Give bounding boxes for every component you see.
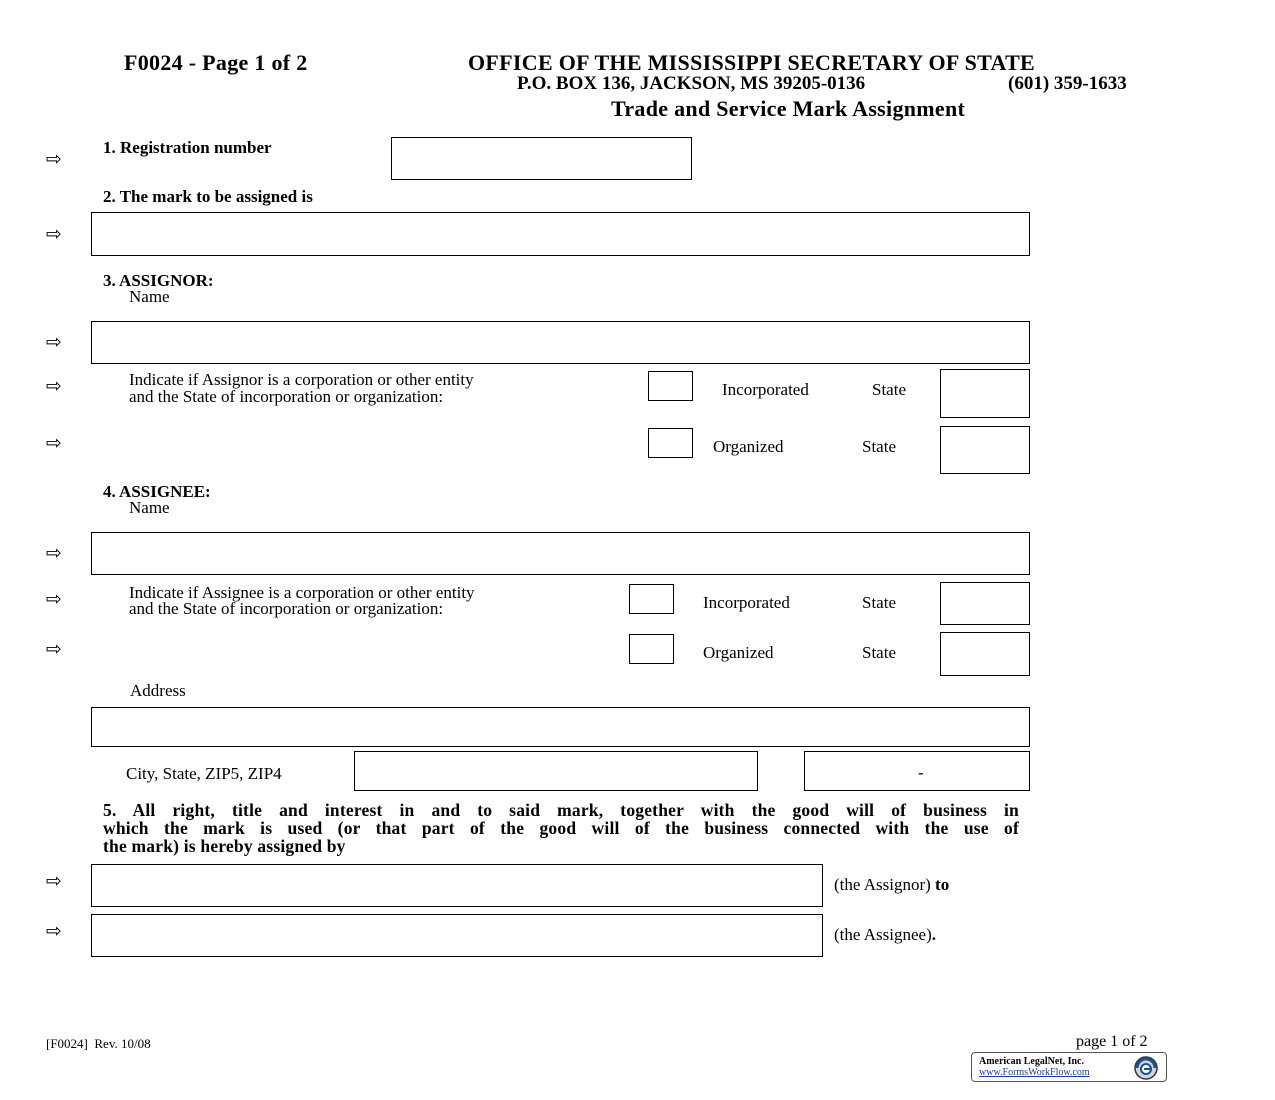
office-address: P.O. BOX 136, JACKSON, MS 39205-0136 xyxy=(517,73,866,94)
mark-label: 2. The mark to be assigned is xyxy=(103,187,313,206)
field-pointer-icon: ⇨ xyxy=(46,870,62,892)
assignor-incorporated-state-label: State xyxy=(872,380,906,399)
field-pointer-icon: ⇨ xyxy=(46,542,62,564)
assignor-incorporated-checkbox[interactable] xyxy=(648,371,693,401)
zip-separator: - xyxy=(918,763,924,782)
assignee-name-label: Name xyxy=(129,498,170,517)
footer-form-code-text: [F0024] xyxy=(46,1036,88,1051)
office-title: OFFICE OF THE MISSISSIPPI SECRETARY OF STATE xyxy=(468,50,1036,75)
assignee-city-state-input[interactable] xyxy=(354,751,758,791)
field-pointer-icon: ⇨ xyxy=(46,331,62,353)
assignor-name-label: Name xyxy=(129,287,170,306)
assignment-statement-line-1: 5. All right, title and interest in and to said mark, together with the good will of business in xyxy=(103,800,1019,820)
registration-number-input[interactable] xyxy=(391,137,692,180)
field-pointer-icon: ⇨ xyxy=(46,375,62,397)
assigned-to-input[interactable] xyxy=(91,914,823,957)
field-pointer-icon: ⇨ xyxy=(46,920,62,942)
assignee-suffix xyxy=(834,925,936,945)
assignee-organized-state-input[interactable] xyxy=(940,632,1030,676)
form-page-indicator: F0024 - Page 1 of 2 xyxy=(124,50,308,75)
assignor-entity-text-1: Indicate if Assignor is a corporation or other entity xyxy=(129,370,474,389)
assignor-suffix-text: (the Assignor) xyxy=(834,875,931,894)
assignee-organized-label: Organized xyxy=(703,643,774,662)
registration-number-label: 1. Registration number xyxy=(103,138,272,157)
assignee-incorporated-state-input[interactable] xyxy=(940,582,1030,625)
field-pointer-icon: ⇨ xyxy=(46,223,62,245)
assignor-incorporated-label: Incorporated xyxy=(722,380,809,399)
logo-company: American LegalNet, Inc. xyxy=(979,1056,1084,1067)
footer-page-number: page 1 of 2 xyxy=(1076,1033,1148,1050)
assignor-name-input[interactable] xyxy=(91,321,1030,364)
assigned-by-input[interactable] xyxy=(91,864,823,907)
footer-form-code xyxy=(46,1036,151,1052)
assignee-suffix-text: (the Assignee) xyxy=(834,925,932,944)
assignor-suffix xyxy=(834,875,949,895)
assignee-incorporated-checkbox[interactable] xyxy=(629,584,674,614)
assignee-address-label: Address xyxy=(130,681,186,700)
assignee-incorporated-state-label: State xyxy=(862,593,896,612)
american-legalnet-logo[interactable] xyxy=(971,1052,1167,1082)
field-pointer-icon: ⇨ xyxy=(46,148,62,170)
assignee-name-input[interactable] xyxy=(91,532,1030,575)
field-pointer-icon: ⇨ xyxy=(46,638,62,660)
assignment-statement-line-2: which the mark is used (or that part of the good will of the business connected with the use of xyxy=(103,818,1019,838)
assignor-heading: 3. ASSIGNOR: xyxy=(103,271,214,290)
logo-url[interactable]: www.FormsWorkFlow.com xyxy=(979,1067,1090,1078)
office-phone: (601) 359-1633 xyxy=(1008,73,1127,94)
assignor-incorporated-state-input[interactable] xyxy=(940,369,1030,418)
assignment-statement-line-3: the mark) is hereby assigned by xyxy=(103,836,346,856)
assignee-zip-input[interactable] xyxy=(804,751,1030,791)
assignee-incorporated-label: Incorporated xyxy=(703,593,790,612)
assignee-entity-text-1: Indicate if Assignee is a corporation or other entity xyxy=(129,583,475,602)
assignment-statement xyxy=(103,801,1019,855)
field-pointer-icon: ⇨ xyxy=(46,588,62,610)
assignor-to-text: to xyxy=(935,875,950,894)
assignee-period: . xyxy=(931,925,936,944)
assignor-organized-label: Organized xyxy=(713,437,784,456)
field-pointer-icon: ⇨ xyxy=(46,432,62,454)
assignee-city-label: City, State, ZIP5, ZIP4 xyxy=(126,764,282,783)
assignee-address-input[interactable] xyxy=(91,707,1030,747)
assignee-organized-state-label: State xyxy=(862,643,896,662)
assignee-heading: 4. ASSIGNEE: xyxy=(103,482,211,501)
assignee-entity-text-2: and the State of incorporation or organization: xyxy=(129,599,444,618)
mark-input[interactable] xyxy=(91,212,1030,256)
logo-globe-icon xyxy=(1132,1055,1160,1081)
assignor-organized-checkbox[interactable] xyxy=(648,428,693,458)
assignee-organized-checkbox[interactable] xyxy=(629,634,674,664)
assignor-organized-state-label: State xyxy=(862,437,896,456)
form-title: Trade and Service Mark Assignment xyxy=(611,96,966,121)
assignor-organized-state-input[interactable] xyxy=(940,426,1030,474)
assignor-entity-text-2: and the State of incorporation or organization: xyxy=(129,387,444,406)
footer-revision: Rev. 10/08 xyxy=(94,1036,151,1051)
